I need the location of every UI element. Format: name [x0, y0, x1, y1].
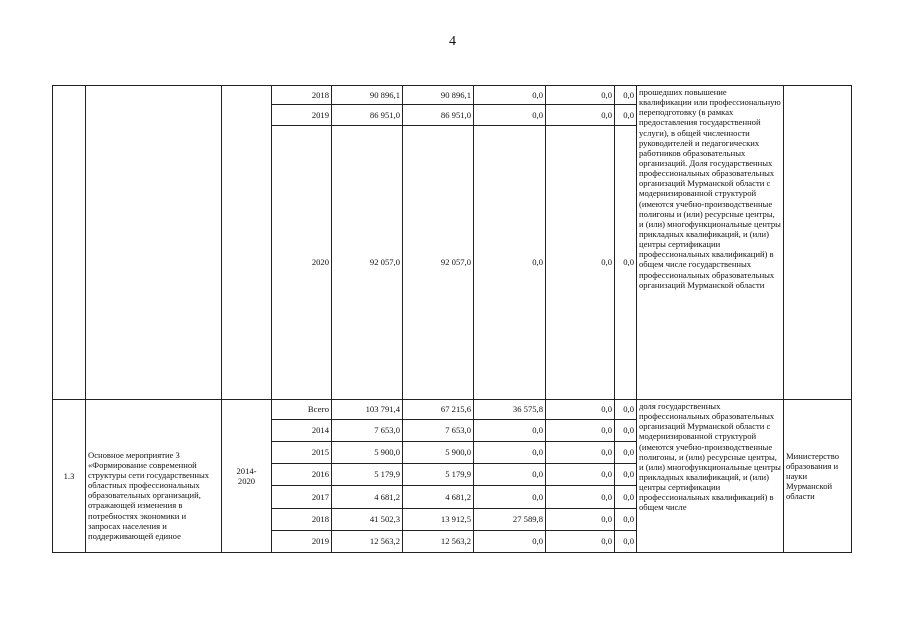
local-budget-cell: 0,0 — [546, 105, 615, 126]
regional-budget-cell: 5 179,9 — [403, 464, 474, 486]
federal-budget-cell: 0,0 — [474, 464, 546, 486]
other-sources-cell: 0,0 — [615, 442, 637, 464]
regional-budget-cell: 5 900,0 — [403, 442, 474, 464]
indicator-cell — [637, 400, 784, 553]
local-budget-cell: 0,0 — [546, 420, 615, 442]
regional-budget-cell: 13 912,5 — [403, 509, 474, 531]
local-budget-cell: 0,0 — [546, 509, 615, 531]
federal-budget-cell: 0,0 — [474, 126, 546, 400]
total-cell: 5 900,0 — [332, 442, 403, 464]
indicator-text: доля государственных профессиональных образовательных организаций Мурманской области с модернизированной структурой (имеются учебно-производственные полигоны, и (или) ресурсные центры, и (или) многофункциональные центры прикладных квалификаций, и (или) центры сертификации профессиональных квалификаций) в общем числе — [639, 401, 781, 513]
other-sources-cell: 0,0 — [615, 464, 637, 486]
year-cell: 2016 — [272, 464, 332, 486]
year-cell: 2014 — [272, 420, 332, 442]
indicator-text: прошедших повышение квалификации или профессиональную переподготовку (в рамках предоставления государственной услуги), в общей численности руководителей и педагогических работников образовательных организаций. Доля государственных профессиональных образовательных организаций Мурманской области с модернизированной структурой (имеются учебно-производственные полигоны и (или) ресурсные центры, и (или) многофункциональные центры прикладных квалификаций, и (или) центры сертификации профессиональных квалификаций) в общем числе государственных профессиональных образовательных организаций Мурманской области — [639, 87, 781, 290]
year-cell: 2018 — [272, 86, 332, 105]
other-sources-cell: 0,0 — [615, 105, 637, 126]
local-budget-cell: 0,0 — [546, 442, 615, 464]
responsible-cell: Министерство образования и науки Мурманской области — [784, 400, 852, 553]
federal-budget-cell: 0,0 — [474, 531, 546, 553]
other-sources-cell: 0,0 — [615, 420, 637, 442]
federal-budget-cell: 0,0 — [474, 486, 546, 509]
year-cell: 2018 — [272, 509, 332, 531]
table-row — [53, 400, 852, 420]
federal-budget-cell: 0,0 — [474, 105, 546, 126]
total-cell: 41 502,3 — [332, 509, 403, 531]
year-cell: 2015 — [272, 442, 332, 464]
year-cell: 2017 — [272, 486, 332, 509]
row-number-cell — [53, 86, 86, 400]
total-cell: 90 896,1 — [332, 86, 403, 105]
indicator-cell — [637, 86, 784, 400]
responsible-cell — [784, 86, 852, 400]
event-name-cell — [86, 400, 222, 553]
period-cell: 2014- 2020 — [222, 400, 272, 553]
total-cell: 92 057,0 — [332, 126, 403, 400]
total-cell: 86 951,0 — [332, 105, 403, 126]
total-cell: 12 563,2 — [332, 531, 403, 553]
year-cell: 2019 — [272, 105, 332, 126]
period-cell — [222, 86, 272, 400]
regional-budget-cell: 7 653,0 — [403, 420, 474, 442]
local-budget-cell: 0,0 — [546, 531, 615, 553]
regional-budget-cell: 67 215,6 — [403, 400, 474, 420]
federal-budget-cell: 0,0 — [474, 420, 546, 442]
federal-budget-cell: 36 575,8 — [474, 400, 546, 420]
other-sources-cell: 0,0 — [615, 509, 637, 531]
other-sources-cell: 0,0 — [615, 400, 637, 420]
regional-budget-cell: 12 563,2 — [403, 531, 474, 553]
total-cell: 7 653,0 — [332, 420, 403, 442]
total-cell: 103 791,4 — [332, 400, 403, 420]
event-name-text: Основное мероприятие 3 «Формирование современной структуры сети государственных областных профессиональных образовательных организаций, отражающей изменения в потребностях экономики и запросах населения и поддерживающей единое — [88, 449, 210, 541]
year-cell: 2019 — [272, 531, 332, 553]
other-sources-cell: 0,0 — [615, 86, 637, 105]
federal-budget-cell: 0,0 — [474, 86, 546, 105]
total-cell: 5 179,9 — [332, 464, 403, 486]
total-cell: 4 681,2 — [332, 486, 403, 509]
regional-budget-cell: 86 951,0 — [403, 105, 474, 126]
local-budget-cell: 0,0 — [546, 486, 615, 509]
regional-budget-cell: 92 057,0 — [403, 126, 474, 400]
row-number-cell: 1.3 — [53, 400, 86, 553]
event-name-cell — [86, 86, 222, 400]
local-budget-cell: 0,0 — [546, 86, 615, 105]
year-cell: Всего — [272, 400, 332, 420]
program-table — [52, 85, 852, 553]
local-budget-cell: 0,0 — [546, 400, 615, 420]
regional-budget-cell: 4 681,2 — [403, 486, 474, 509]
federal-budget-cell: 0,0 — [474, 442, 546, 464]
other-sources-cell: 0,0 — [615, 126, 637, 400]
local-budget-cell: 0,0 — [546, 464, 615, 486]
local-budget-cell: 0,0 — [546, 126, 615, 400]
page-number: 4 — [449, 34, 456, 49]
other-sources-cell: 0,0 — [615, 531, 637, 553]
table-row — [53, 86, 852, 105]
year-cell: 2020 — [272, 126, 332, 400]
other-sources-cell: 0,0 — [615, 486, 637, 509]
regional-budget-cell: 90 896,1 — [403, 86, 474, 105]
federal-budget-cell: 27 589,8 — [474, 509, 546, 531]
